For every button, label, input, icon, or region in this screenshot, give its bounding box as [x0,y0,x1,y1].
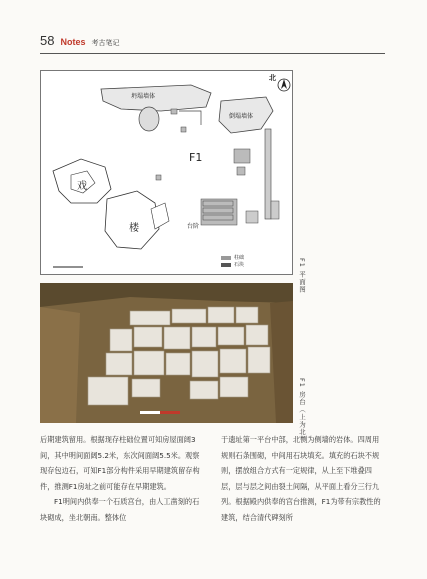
plan-caption: F1 平面图 [298,258,306,294]
xi-label: 戏 [77,181,87,192]
page-number: 58 [40,33,55,48]
site-photo-drawing [40,283,293,423]
lou-label: 楼 [129,223,139,234]
body-column-right [221,432,385,525]
section-title-cn: 考古笔记 [91,39,120,47]
site-photo [40,283,293,423]
body-column-left [40,432,204,525]
north-label: 北 [269,74,276,82]
photo-caption: F1 房台（上为北） [298,378,306,444]
body-paragraph: F1明间内供奉一个石质宫台，由人工凿刻的石块砌成，坐北朝南。整体位 [40,497,200,522]
legend-a: 柱础 [234,255,245,261]
section-title: Notes [60,37,86,47]
top-wall-label: 坍塌墙体 [131,93,156,100]
right-wall-label: 倒塌墙体 [229,113,254,120]
page-header [40,33,385,53]
plan-drawing [41,71,294,276]
header-rule [40,53,385,54]
plan-figure [40,70,293,275]
body-paragraph: 后期建筑留用。根据现存柱础位置可知房屋面阔3间，其中明间面阔5.2米，东次间面阔5.5米。观察现存包边石，可知F1部分构件采用早期建筑留存构件，推测F1房址之前可能存在早期建筑。 [40,435,200,491]
f1-label: F1 [189,151,203,164]
platform-label: 台阶 [187,223,200,230]
legend-b: 石块 [234,262,245,268]
body-paragraph: 于遗址第一平台中部，北侧为侧墙的岩体。四周用规则石条围砌，中间用石块填充。填充的石块不规则，摆放组合方式有一定规律，从上至下堆叠四层，层与层之间由裂土间隔，从平面上看分三行九列。根据殿内供奉的宫台推测，F1为带有宗教性的建筑，结合清代碑刻所 [221,435,381,522]
